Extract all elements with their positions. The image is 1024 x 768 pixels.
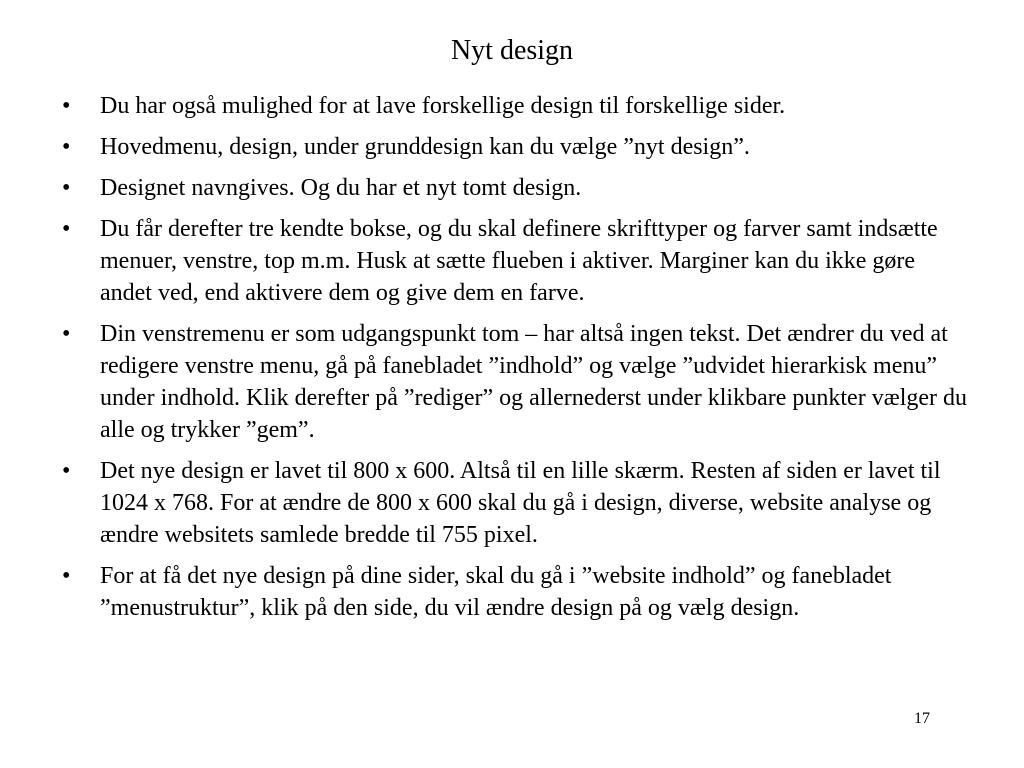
bullet-item xyxy=(58,90,968,122)
bullet-text: For at få det nye design på dine sider, skal du gå i ”website indhold” og fanebladet ”menustruktur”, klik på den side, du vil ændre design på og vælg design. xyxy=(100,563,892,621)
bullet-icon: • xyxy=(62,321,71,347)
bullet-text: Designet navngives. Og du har et nyt tomt design. xyxy=(100,175,582,201)
page-number: 17 xyxy=(914,710,930,727)
bullet-icon: • xyxy=(62,563,71,589)
bullet-icon: • xyxy=(62,134,71,160)
bullet-item xyxy=(58,560,968,624)
bullet-text: Du har også mulighed for at lave forskellige design til forskellige sider. xyxy=(100,93,786,119)
bullet-item xyxy=(58,131,968,163)
bullet-text: Det nye design er lavet til 800 x 600. Altså til en lille skærm. Resten af siden er lavet til 1024 x 768. For at ændre de 800 x 600 skal du gå i design, diverse, website analyse og ændre websitets samlede bredde til 755 pixel. xyxy=(100,458,941,548)
bullet-item xyxy=(58,455,968,551)
bullet-icon: • xyxy=(62,216,71,242)
bullet-item xyxy=(58,172,968,204)
bullet-item xyxy=(58,318,968,446)
bullet-icon: • xyxy=(62,458,71,484)
bullet-text: Du får derefter tre kendte bokse, og du skal definere skrifttyper og farver samt indsætte menuer, venstre, top m.m. Husk at sætte flueben i aktiver. Marginer kan du ikke gøre andet ved, end aktivere dem og give dem en farve. xyxy=(100,216,938,306)
bullet-icon: • xyxy=(62,175,71,201)
slide-title: Nyt design xyxy=(450,35,574,66)
bullet-icon: • xyxy=(62,93,71,119)
bullet-item xyxy=(58,213,968,309)
bullet-list xyxy=(58,90,968,633)
bullet-text: Hovedmenu, design, under grunddesign kan du vælge ”nyt design”. xyxy=(100,134,750,160)
bullet-text: Din venstremenu er som udgangspunkt tom – har altså ingen tekst. Det ændrer du ved at redigere venstre menu, gå på fanebladet ”indhold” og vælge ”udvidet hierarkisk menu” under indhold. Klik derefter på ”rediger” og allernederst under klikbare punkter vælger du alle og trykker ”gem”. xyxy=(100,321,968,443)
